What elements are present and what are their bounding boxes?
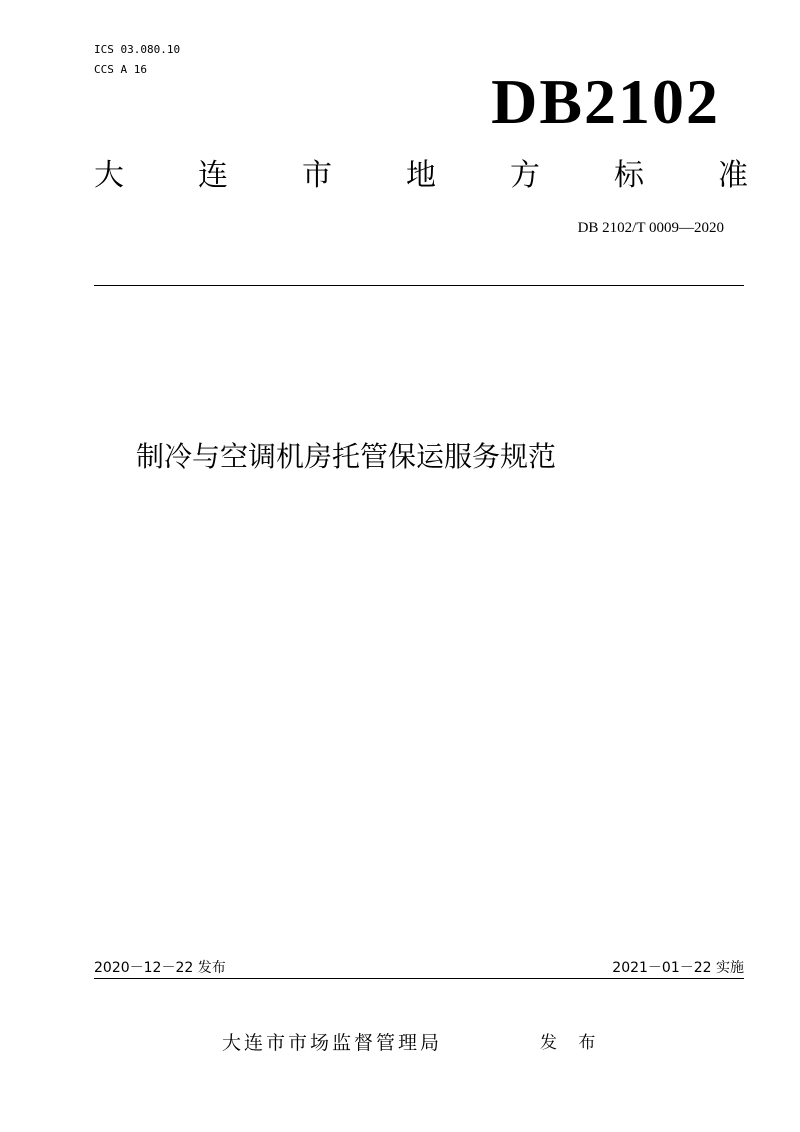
banner-char: 连 — [198, 158, 228, 193]
ccs-code: CCS A 16 — [94, 63, 147, 76]
banner-char: 市 — [302, 158, 332, 193]
issue-date: 2020－12－22 发布 — [94, 960, 226, 976]
classification-codes — [94, 40, 180, 80]
top-divider — [94, 285, 744, 286]
standard-number: DB 2102/T 0009—2020 — [577, 220, 724, 236]
banner-char: 大 — [94, 158, 124, 193]
document-title: 制冷与空调机房托管保运服务规范 — [136, 440, 557, 473]
banner-char: 地 — [406, 158, 436, 193]
banner-char: 方 — [510, 158, 540, 193]
banner-char: 准 — [718, 158, 748, 193]
issuing-authority: 大连市市场监督管理局 — [222, 1032, 443, 1054]
db-standard-mark: DB2102 — [491, 66, 720, 137]
banner-char: 标 — [614, 158, 644, 193]
publish-label: 发 布 — [540, 1033, 604, 1053]
implementation-date: 2021－01－22 实施 — [612, 960, 744, 976]
local-standard-banner — [94, 156, 748, 196]
bottom-divider — [94, 978, 744, 979]
ics-code: ICS 03.080.10 — [94, 43, 181, 56]
